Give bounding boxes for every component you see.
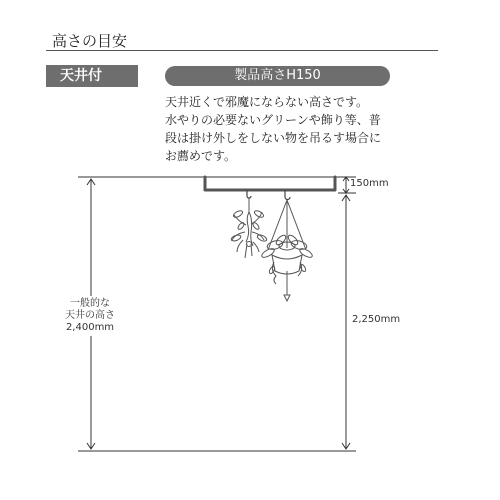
dried-flower-bundle-icon [230,198,267,258]
product-height-pill: 製品高さH150 [165,66,390,86]
ceiling-label-value: 2,400mm [65,322,115,333]
hanging-planter-icon [260,200,313,301]
description-line: 天井近くで邪魔にならない高さです。 [165,95,369,109]
mount-type-badge: 天井付 [46,65,138,87]
ceiling-rail [205,177,335,190]
clearance-height-value: 2,250mm [352,314,401,325]
description-line: 段は掛け外しをしない物を吊るす場合に [165,131,382,145]
rail-end-cap [204,176,207,179]
ceiling-label-line: 天井の高さ [65,310,115,321]
clearance-height-arrow [342,195,350,449]
section-title: 高さの目安 [52,32,128,50]
description-line: お薦めです。 [165,149,237,163]
ceiling-label-line: 一般的な [70,298,110,309]
product-height-value: 150mm [350,178,389,189]
rail-end-cap [334,176,337,179]
ceiling-height-label [60,296,120,336]
description-line: 水やりの必要ないグリーンや飾り等、普 [165,113,381,127]
product-height-arrow [343,177,349,193]
